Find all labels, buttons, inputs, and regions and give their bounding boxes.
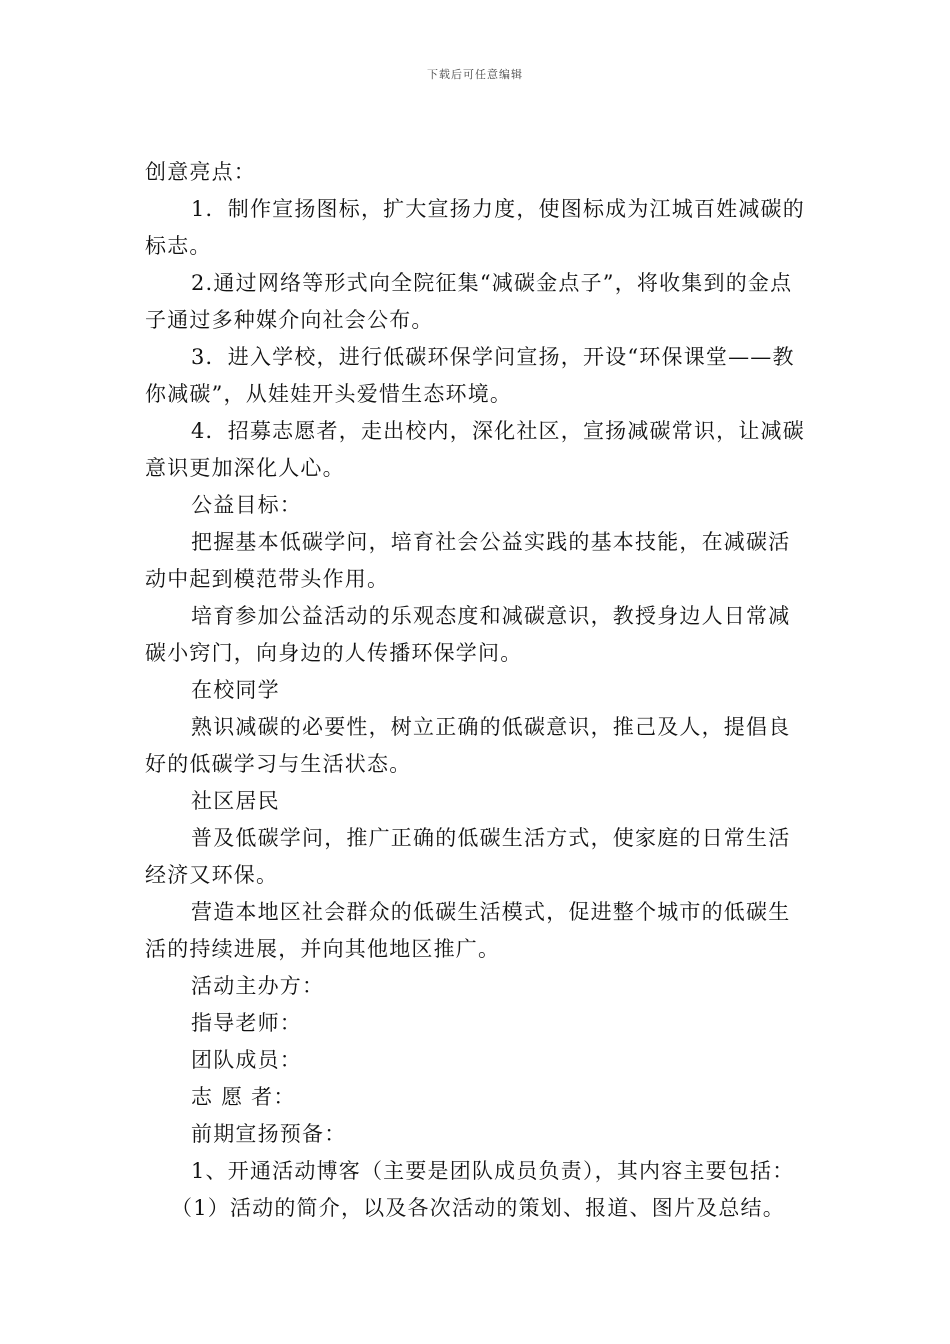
field-team-members: 团队成员： [191,1048,302,1072]
field-organizer: 活动主办方： [191,974,325,998]
paragraph: 1．制作宣扬图标，扩大宣扬力度，使图标成为江城百姓减碳的标志。 [145,197,805,258]
section-heading-creative-highlights: 创意亮点： [145,160,256,184]
document-body [145,154,810,1227]
paragraph: 4．招募志愿者，走出校内，深化社区，宣扬减碳常识，让减碳意识更加深化人心。 [145,419,805,480]
field-advisor: 指导老师： [191,1011,302,1035]
paragraph: 2.通过网络等形式向全院征集“减碳金点子”，将收集到的金点子通过多种媒介向社会公布。 [145,271,793,332]
paragraph: 3．进入学校，进行低碳环保学问宣扬，开设“环保课堂——教你减碳”，从娃娃开头爱惜生态环境。 [145,345,795,406]
paragraph: 普及低碳学问，推广正确的低碳生活方式，使家庭的日常生活经济又环保。 [145,826,791,887]
paragraph: 营造本地区社会群众的低碳生活模式，促进整个城市的低碳生活的持续进展，并向其他地区推广。 [145,900,791,961]
subheading-residents: 社区居民 [191,789,280,813]
paragraph: 把握基本低碳学问，培育社会公益实践的基本技能，在减碳活动中起到模范带头作用。 [145,530,791,591]
field-volunteers: 志 愿 者： [191,1085,296,1109]
list-item: 1、开通活动博客（主要是团队成员负责），其内容主要包括： [191,1159,795,1183]
paragraph: 熟识减碳的必要性，树立正确的低碳意识，推己及人，提倡良好的低碳学习与生活状态。 [145,715,791,776]
section-heading-public-goals: 公益目标： [191,493,302,517]
subheading-students: 在校同学 [191,678,280,702]
paragraph: 培育参加公益活动的乐观态度和减碳意识，教授身边人日常减碳小窍门，向身边的人传播环保学问。 [145,604,791,665]
section-heading-preparation: 前期宣扬预备： [191,1122,347,1146]
page-header: 下载后可任意编辑 [427,68,523,81]
list-item: （1）活动的简介，以及各次活动的策划、报道、图片及总结。 [171,1196,785,1220]
